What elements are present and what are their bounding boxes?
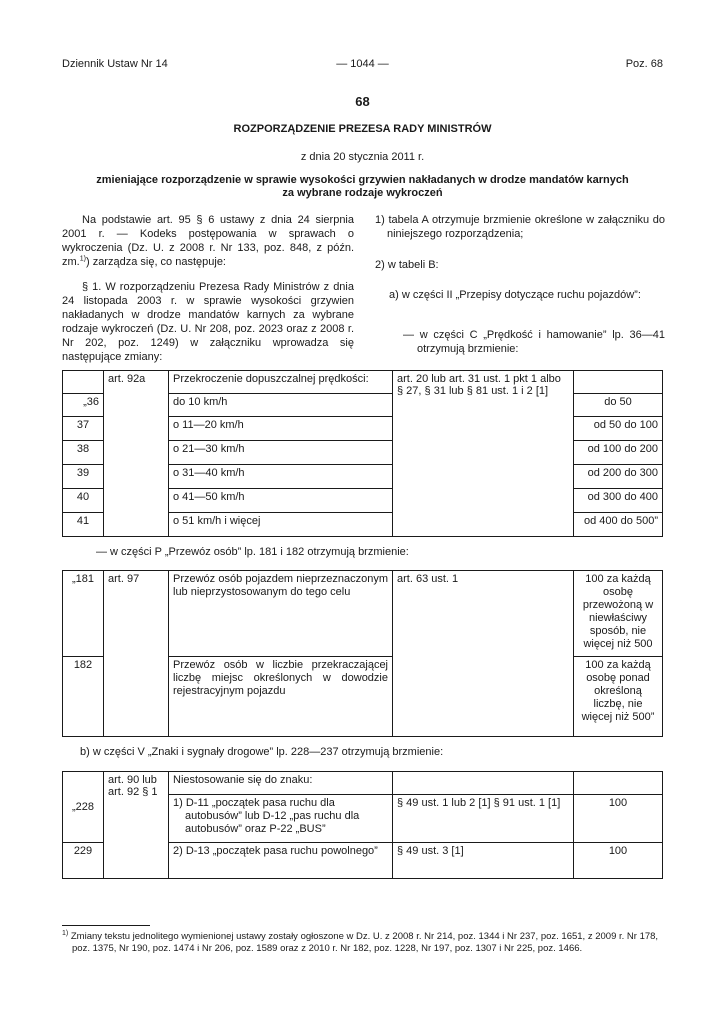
- fine-cell: od 50 do 100: [574, 417, 663, 441]
- desc-cell: o 41—50 km/h: [169, 489, 393, 513]
- desc-cell: 2) D-13 „początek pasa ruchu powolnego”: [169, 843, 393, 879]
- header-position: Poz. 68: [625, 58, 663, 70]
- lp-cell: 41: [63, 513, 104, 537]
- passenger-table: [62, 570, 663, 737]
- fine-cell: 100 za każdą osobę przewożoną w niewłaściwy sposób, nie więcej niż 500: [574, 571, 663, 657]
- fine-cell: [574, 772, 663, 795]
- fine-cell: od 300 do 400: [574, 489, 663, 513]
- lp-cell: „36: [63, 394, 104, 417]
- fine-cell: do 50: [574, 394, 663, 417]
- footnote-ref[interactable]: 1): [79, 255, 86, 263]
- road-signs-table: [62, 771, 663, 879]
- basis-cell: art. 20 lub art. 31 ust. 1 pkt 1 albo § 27, § 31 lub § 81 ust. 1 i 2 [1]: [393, 371, 574, 537]
- paragraph-1-text: § 1. W rozporządzeniu Prezesa Rady Ministrów z dnia 24 listopada 2003 r. w sprawie wysokości grzywien nakładanych w drodze mandatów karnych za wybrane rodzaje wykroczeń (Dz. U. Nr 208, poz. 2023 oraz z 2008 r. Nr 202, poz. 1249) w załączniku wprowadza się następujące zmiany:: [62, 281, 354, 363]
- header-journal: Dziennik Ustaw Nr 14: [62, 58, 168, 70]
- act-number: 68: [355, 94, 370, 109]
- desc-cell: Przewóz osób pojazdem nieprzeznaczonym lub nieprzystosowanym do tego celu: [169, 571, 393, 657]
- lp-cell: 39: [63, 465, 104, 489]
- intro-text-a: Na podstawie art. 95 § 6 ustawy z dnia 24 sierpnia 2001 r. — Kodeks postępowania w sprawach o wykroczenia (Dz. U. z 2008 r. Nr 133, poz. 848, z późn. zm.: [62, 214, 354, 268]
- basis-cell: [393, 772, 574, 795]
- desc-cell: do 10 km/h: [169, 394, 393, 417]
- footnote-rule: [62, 925, 150, 926]
- footnote-body: [62, 931, 666, 955]
- table-row: [63, 571, 663, 657]
- fine-cell: [574, 371, 663, 394]
- subject-line-1: zmieniające rozporządzenie w sprawie wysokości grzywien nakładanych w drodze mandatów karnych: [96, 174, 629, 186]
- lp-cell: 38: [63, 441, 104, 465]
- lp-cell: 40: [63, 489, 104, 513]
- desc-cell: o 31—40 km/h: [169, 465, 393, 489]
- footnote-mark: 1): [62, 929, 69, 937]
- fine-cell: 100: [574, 843, 663, 879]
- desc-header-cell: Przekroczenie dopuszczalnej prędkości:: [169, 371, 393, 394]
- table-row: [63, 772, 663, 795]
- fine-cell: 100: [574, 795, 663, 843]
- act-subject: [0, 174, 725, 200]
- header-page-number: — 1044 —: [336, 58, 389, 70]
- table3-intro: b) w części V „Znaki i sygnały drogowe” lp. 228—237 otrzymują brzmienie:: [80, 746, 444, 758]
- lp-cell: „228: [63, 772, 104, 843]
- lp-cell: 182: [63, 657, 104, 737]
- fine-cell: od 400 do 500”: [574, 513, 663, 537]
- article-cell: art. 90 lub art. 92 § 1: [104, 772, 169, 879]
- footnote: [62, 931, 666, 955]
- intro-paragraph: [62, 213, 354, 269]
- lp-cell: 37: [63, 417, 104, 441]
- item-2a-dash: — w części C „Prędkość i hamowanie” lp. 36—41 otrzymują brzmienie:: [403, 329, 665, 355]
- desc-cell: o 21—30 km/h: [169, 441, 393, 465]
- item-2a: a) w części II „Przepisy dotyczące ruchu pojazdów”:: [389, 289, 641, 301]
- desc-cell: o 11—20 km/h: [169, 417, 393, 441]
- intro-text-b: ) zarządza się, co następuje:: [85, 256, 226, 268]
- act-date: z dnia 20 stycznia 2011 r.: [300, 151, 425, 163]
- table-row: [63, 371, 663, 394]
- fine-cell: od 100 do 200: [574, 441, 663, 465]
- subject-line-2: za wybrane rodzaje wykroczeń: [282, 187, 443, 199]
- desc-header-cell: Niestosowanie się do znaku:: [169, 772, 393, 795]
- lp-cell: „181: [63, 571, 104, 657]
- desc-cell: 1) D-11 „początek pasa ruchu dla autobusów” lub D-12 „pas ruchu dla autobusów” oraz P-22 „BUS”: [169, 795, 393, 843]
- fine-cell: 100 za każdą osobę ponad określoną liczbę, nie więcej niż 500”: [574, 657, 663, 737]
- paragraph-1: [62, 280, 354, 364]
- fine-cell: od 200 do 300: [574, 465, 663, 489]
- basis-cell: § 49 ust. 3 [1]: [393, 843, 574, 879]
- act-title: ROZPORZĄDZENIE PREZESA RADY MINISTRÓW: [233, 123, 492, 135]
- table2-intro: — w części P „Przewóz osób” lp. 181 i 182 otrzymują brzmienie:: [96, 546, 409, 558]
- basis-cell: art. 63 ust. 1: [393, 571, 574, 737]
- lp-cell: 229: [63, 843, 104, 879]
- speed-table: [62, 370, 663, 537]
- item-1: 1) tabela A otrzymuje brzmienie określone w załączniku do niniejszego rozporządzenia;: [375, 214, 665, 240]
- article-cell: art. 97: [104, 571, 169, 737]
- item-2: 2) w tabeli B:: [375, 259, 439, 271]
- footnote-text: Zmiany tekstu jednolitego wymienionej ustawy zostały ogłoszone w Dz. U. z 2008 r. Nr 214, poz. 1344 i Nr 237, poz. 1651, z 2009 r. Nr 178, poz. 1375, Nr 190, poz. 1474 i Nr 206, poz. 1589 oraz z 2010 r. Nr 182, poz. 1228, Nr 197, poz. 1307 i Nr 225, poz. 1466.: [70, 931, 659, 954]
- lp-cell: [63, 371, 104, 394]
- article-cell: art. 92a: [104, 371, 169, 537]
- basis-cell: § 49 ust. 1 lub 2 [1] § 91 ust. 1 [1]: [393, 795, 574, 843]
- desc-cell: Przewóz osób w liczbie przekraczającej liczbę miejsc określonych w dowodzie rejestracyjnym pojazdu: [169, 657, 393, 737]
- desc-cell: o 51 km/h i więcej: [169, 513, 393, 537]
